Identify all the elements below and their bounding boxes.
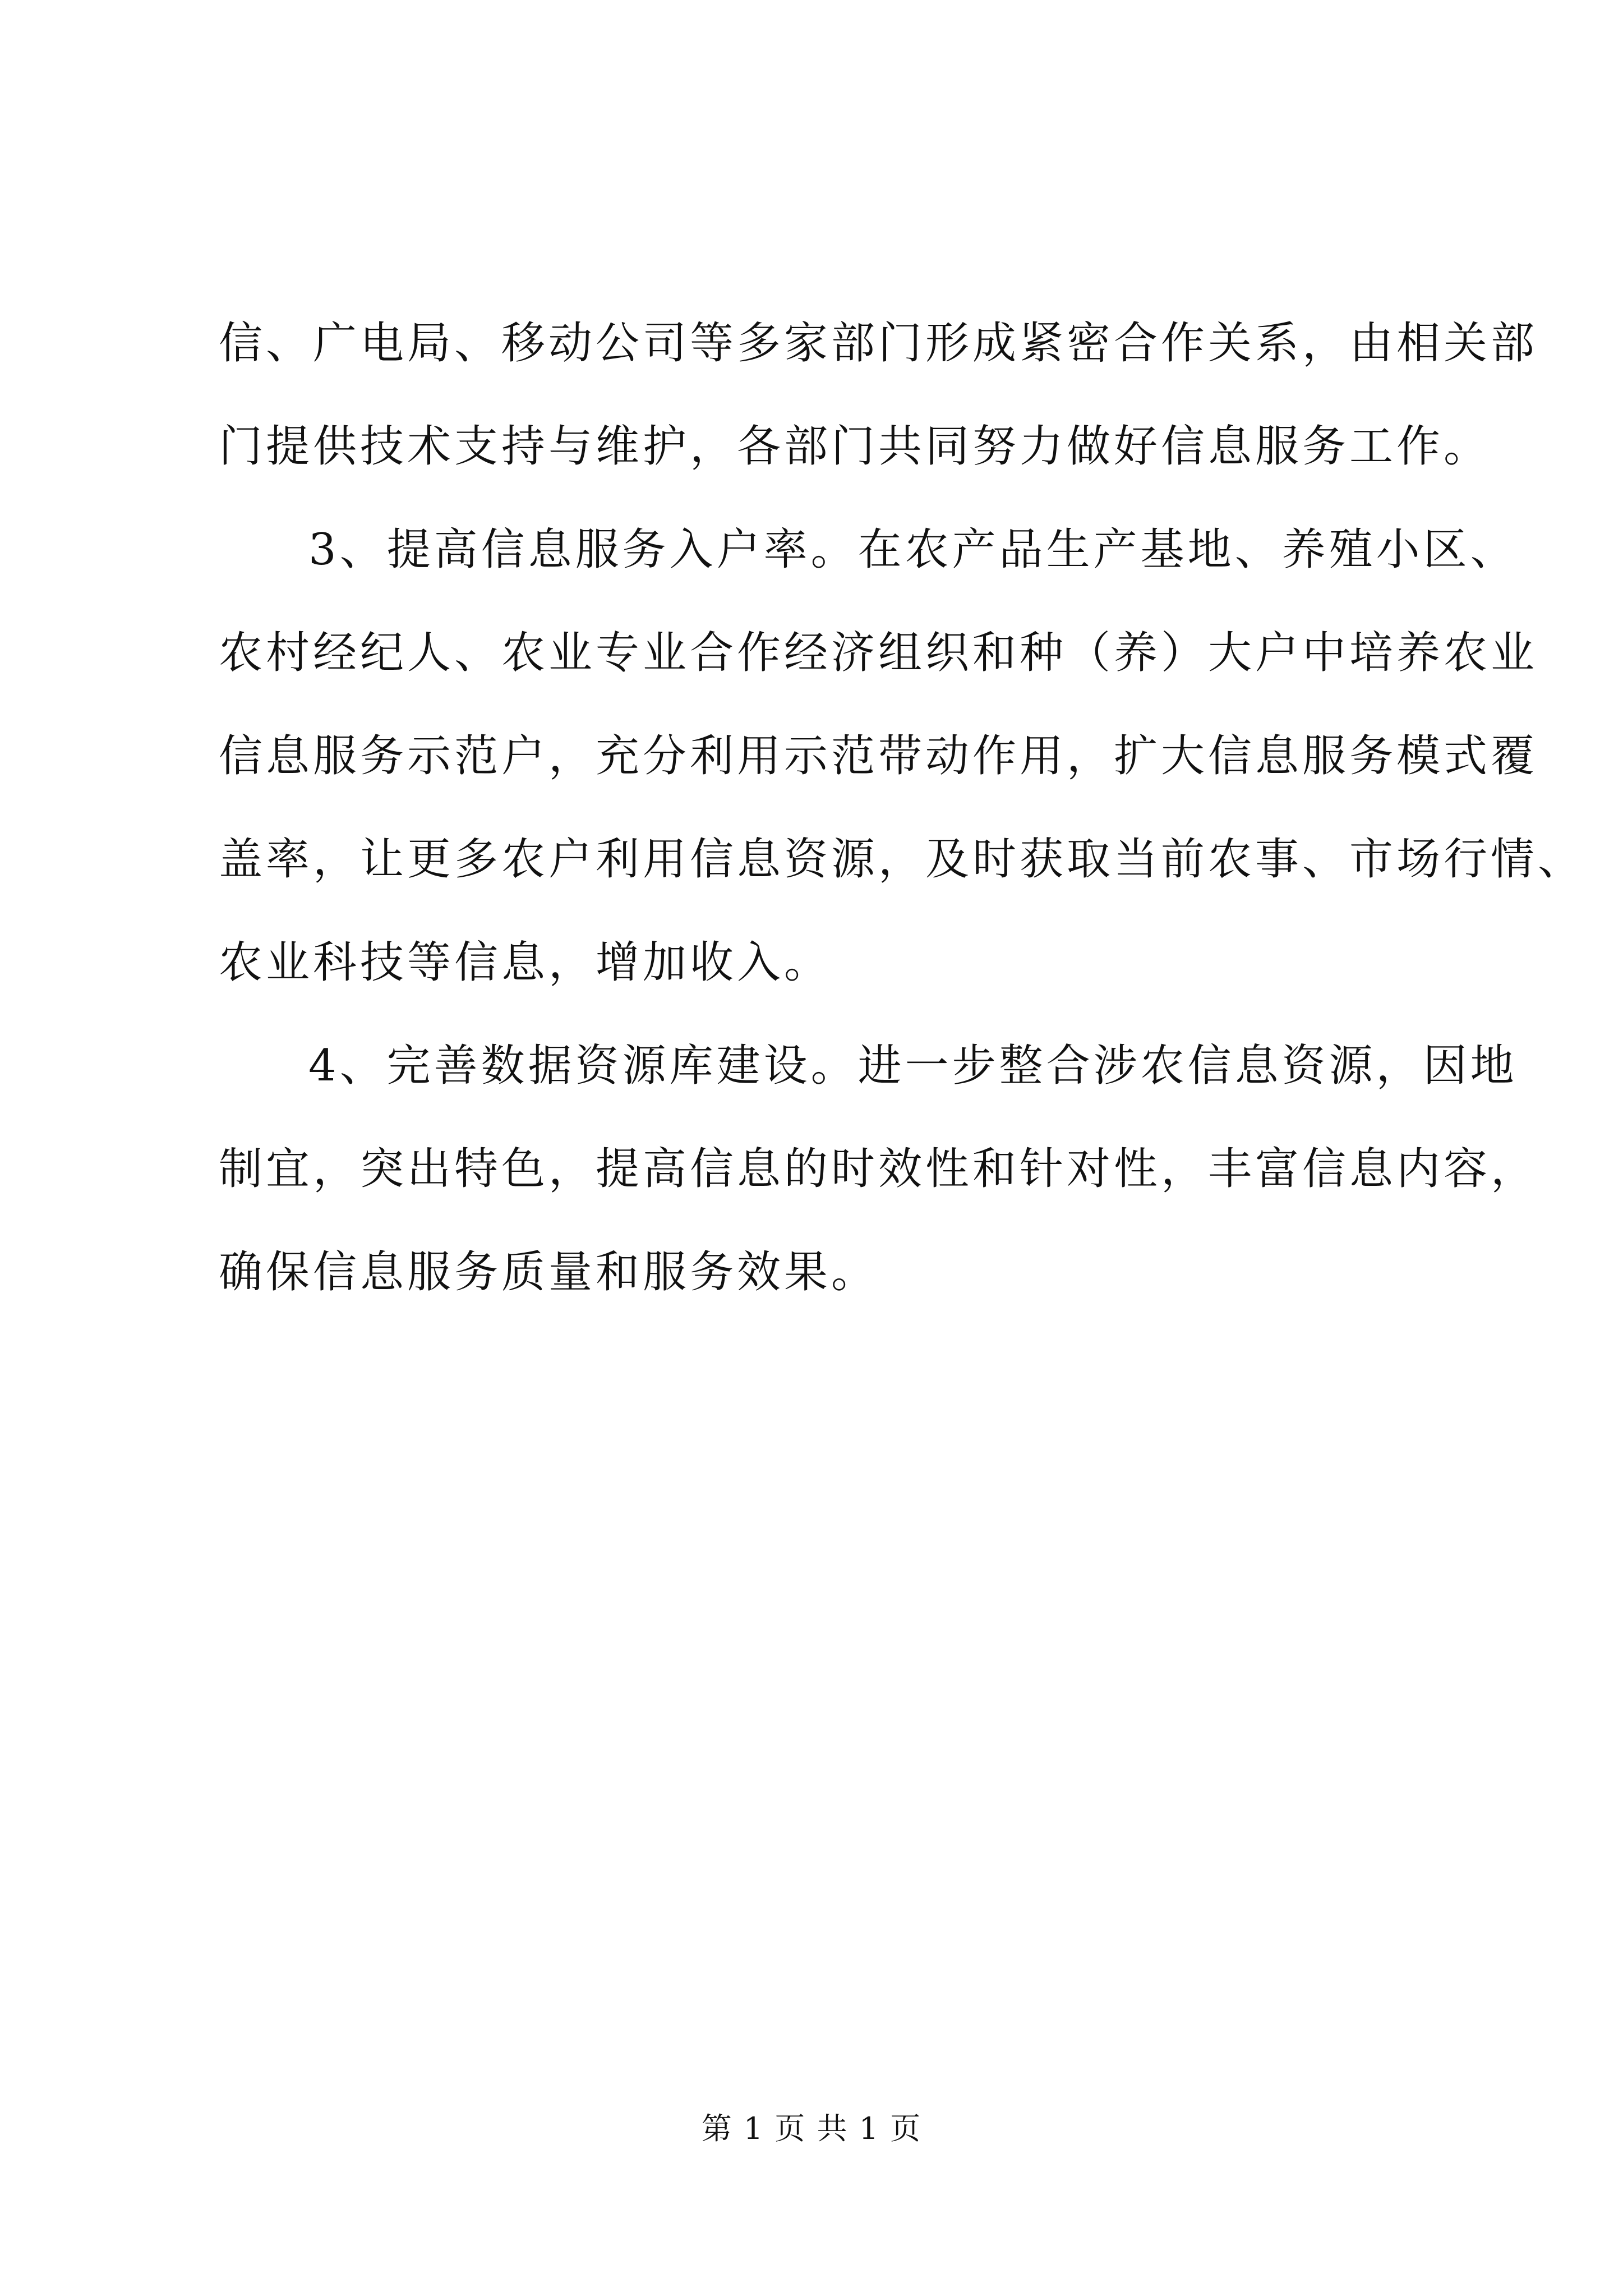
- paragraph-line: 门提供技术支持与维护，各部门共同努力做好信息服务工作。: [219, 421, 1491, 472]
- paragraph-line: 信息服务示范户，充分利用示范带动作用，扩大信息服务模式覆: [219, 731, 1538, 781]
- paragraph-line: 信、广电局、移动公司等多家部门形成紧密合作关系，由相关部: [219, 318, 1538, 369]
- paragraph-line: 制宜，突出特色，提高信息的时效性和针对性，丰富信息内容，: [219, 1144, 1538, 1194]
- paragraph-line: 农村经纪人、农业专业合作经济组织和种（养）大户中培养农业: [219, 628, 1538, 678]
- paragraph-line: 3、提高信息服务入户率。在农产品生产基地、养殖小区、: [308, 524, 1518, 575]
- page-number-footer: 第 1 页 共 1 页: [701, 2111, 922, 2146]
- paragraph-line: 4、完善数据资源库建设。进一步整合涉农信息资源，因地: [308, 1041, 1518, 1091]
- document-body: [219, 292, 1585, 1324]
- paragraph-line: 确保信息服务质量和服务效果。: [219, 1247, 879, 1297]
- paragraph-line: 盖率，让更多农户利用信息资源，及时获取当前农事、市场行情、: [219, 834, 1585, 885]
- paragraph-line: 农业科技等信息，增加收入。: [219, 937, 832, 988]
